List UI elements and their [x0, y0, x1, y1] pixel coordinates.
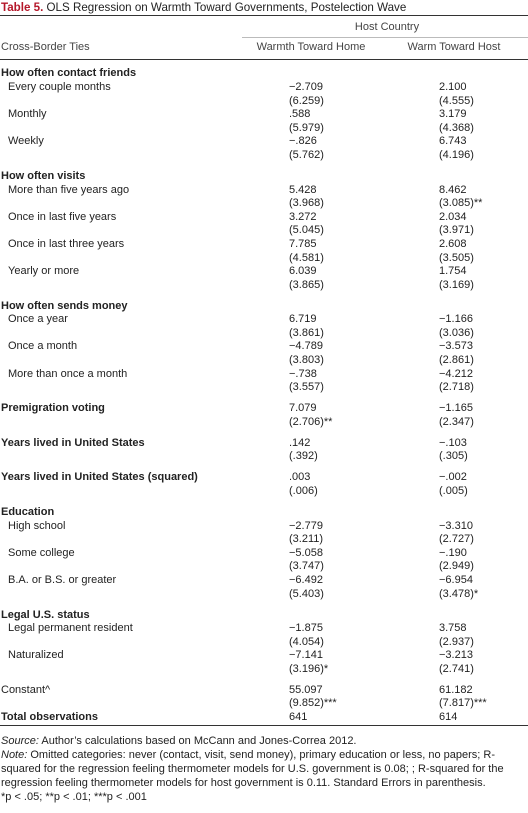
section-title: How often contact friends: [1, 67, 137, 80]
table-row: [0, 81, 528, 95]
table-row: [0, 622, 528, 636]
table-row-se: [0, 354, 528, 368]
table-row-se: [0, 663, 528, 677]
host-coefficient: −3.213: [439, 649, 473, 662]
row-label: Some college: [8, 546, 75, 559]
host-std-error: (3.478)*: [439, 587, 479, 600]
host-std-error: (.305): [439, 450, 468, 463]
home-std-error: (6.259): [289, 94, 324, 107]
section-spacer: [0, 601, 528, 608]
table-row-se: [0, 224, 528, 238]
section-spacer: [0, 163, 528, 170]
host-coefficient: −3.310: [439, 519, 473, 532]
home-coefficient: 3.272: [289, 210, 317, 223]
section-spacer: [0, 292, 528, 299]
omitted-note: Note: Omitted categories: never (contact, visit, send money), primary education or less, no papers; R-squared for the regression feeling thermometer models for U.S. government is 0.08; ; R-squared for the regression feeling thermometer models for host government is 0.11. Standard Errors in parenthesis.: [1, 748, 504, 789]
table-caption: [0, 0, 528, 15]
row-label: Every couple months: [8, 80, 111, 93]
host-coefficient: −.103: [439, 436, 467, 449]
table-row-se: [0, 327, 528, 341]
section-spacer: [0, 676, 528, 683]
home-std-error: (3.861): [289, 326, 324, 339]
table-row: [0, 108, 528, 122]
home-std-error: (3.747): [289, 560, 324, 573]
constant-home-se: (9.852)***: [289, 697, 337, 710]
table-row: [0, 184, 528, 198]
significance-note: *p < .05; **p < .01; ***p < .001: [1, 790, 147, 803]
row-label: More than once a month: [8, 367, 128, 380]
home-coefficient: −4.789: [289, 340, 323, 353]
row-label: High school: [8, 519, 66, 532]
home-std-error: (5.403): [289, 587, 324, 600]
home-std-error: (.006): [289, 484, 318, 497]
constant-host-se: (7.817)***: [439, 697, 487, 710]
home-coefficient: .003: [289, 471, 311, 484]
table-row: [0, 313, 528, 327]
host-coefficient: −.190: [439, 546, 467, 559]
section-spacer: [0, 429, 528, 436]
row-label: Once in last five years: [8, 210, 117, 223]
host-coefficient: −3.573: [439, 340, 473, 353]
table-row: [0, 402, 528, 416]
home-coefficient: −2.709: [289, 80, 323, 93]
home-std-error: (5.762): [289, 148, 324, 161]
home-std-error: (3.968): [289, 197, 324, 210]
section-spacer: [0, 499, 528, 506]
column-header-row: [0, 38, 528, 59]
table-row-se: [0, 485, 528, 499]
host-std-error: (3.169): [439, 278, 474, 291]
row-label: Yearly or more: [8, 265, 80, 278]
table-row: [0, 437, 528, 451]
table-row: [0, 238, 528, 252]
bottom-rule: [0, 725, 528, 726]
table-row-se: [0, 416, 528, 430]
table-notes: [0, 734, 528, 804]
constant-label: Constant^: [1, 683, 51, 696]
home-std-error: (3.211): [289, 533, 324, 546]
section-heading: [0, 609, 528, 623]
column-header-host: Warm Toward Host: [407, 41, 501, 53]
home-coefficient: −6.492: [289, 573, 323, 586]
home-coefficient: 7.785: [289, 237, 317, 250]
host-std-error: (2.741): [439, 662, 474, 675]
host-std-error: (2.347): [439, 415, 474, 428]
host-coefficient: 3.758: [439, 622, 467, 635]
section-spacer: [0, 395, 528, 402]
constant-row: [0, 684, 528, 698]
home-std-error: (4.054): [289, 635, 324, 648]
table-row-se: [0, 450, 528, 464]
home-std-error: (2.706)**: [289, 415, 333, 428]
host-coefficient: 1.754: [439, 265, 467, 278]
table-row: [0, 135, 528, 149]
table-row: [0, 547, 528, 561]
host-std-error: (3.036): [439, 326, 474, 339]
host-std-error: (4.555): [439, 94, 474, 107]
home-std-error: (4.581): [289, 251, 324, 264]
home-coefficient: 7.079: [289, 402, 317, 415]
table-number: Table 5.: [1, 1, 44, 14]
host-coefficient: −4.212: [439, 367, 473, 380]
table-row: [0, 265, 528, 279]
constant-se-row: [0, 697, 528, 711]
table-row-se: [0, 95, 528, 109]
row-label: Once a month: [8, 340, 78, 353]
table-row-se: [0, 252, 528, 266]
home-std-error: (5.045): [289, 224, 324, 237]
row-label: B.A. or B.S. or greater: [8, 573, 117, 586]
table-row-se: [0, 560, 528, 574]
section-heading: [0, 506, 528, 520]
total-observations-row: [0, 711, 528, 725]
column-header-ties: Cross-Border Ties: [1, 41, 90, 53]
table-row-se: [0, 279, 528, 293]
host-coefficient: 3.179: [439, 108, 467, 121]
home-std-error: (.392): [289, 450, 318, 463]
host-std-error: (2.949): [439, 560, 474, 573]
host-std-error: (2.861): [439, 354, 474, 367]
row-label: Naturalized: [8, 649, 64, 662]
host-coefficient: −1.166: [439, 313, 473, 326]
source-note: Source: Author’s calculations based on McCann and Jones-Correa 2012.: [1, 734, 357, 747]
row-label: Premigration voting: [1, 402, 105, 415]
section-heading: [0, 170, 528, 184]
table-row: [0, 368, 528, 382]
home-std-error: (3.865): [289, 278, 324, 291]
home-std-error: (3.557): [289, 381, 324, 394]
row-label: Years lived in United States (squared): [1, 471, 198, 484]
home-coefficient: −.826: [289, 135, 317, 148]
host-std-error: (4.368): [439, 121, 474, 134]
table-row: [0, 211, 528, 225]
total-label: Total observations: [1, 711, 98, 724]
host-coefficient: 2.034: [439, 210, 467, 223]
table-row-se: [0, 149, 528, 163]
home-std-error: (3.803): [289, 354, 324, 367]
host-std-error: (3.971): [439, 224, 474, 237]
spanner-header: [0, 16, 528, 38]
host-std-error: (2.718): [439, 381, 474, 394]
home-coefficient: 6.039: [289, 265, 317, 278]
host-coefficient: 2.100: [439, 80, 467, 93]
host-std-error: (.005): [439, 484, 468, 497]
constant-home: 55.097: [289, 683, 323, 696]
host-coefficient: −6.954: [439, 573, 473, 586]
table-row: [0, 340, 528, 354]
table-row-se: [0, 533, 528, 547]
section-spacer: [0, 464, 528, 471]
row-label: Years lived in United States: [1, 436, 145, 449]
section-title: Legal U.S. status: [1, 608, 90, 621]
host-std-error: (3.085)**: [439, 197, 483, 210]
total-host: 614: [439, 711, 458, 724]
table-row: [0, 471, 528, 485]
section-title: How often visits: [1, 169, 86, 182]
table-row-se: [0, 197, 528, 211]
table-row-se: [0, 636, 528, 650]
section-spacer: [0, 60, 528, 67]
table-title: OLS Regression on Warmth Toward Governments, Postelection Wave: [43, 1, 407, 14]
constant-host: 61.182: [439, 683, 473, 696]
home-coefficient: .142: [289, 436, 311, 449]
host-coefficient: −1.165: [439, 402, 473, 415]
home-coefficient: 5.428: [289, 183, 317, 196]
section-heading: [0, 67, 528, 81]
table-row: [0, 520, 528, 534]
row-label: Weekly: [8, 135, 44, 148]
host-std-error: (2.727): [439, 533, 474, 546]
table-row: [0, 649, 528, 663]
host-std-error: (4.196): [439, 148, 474, 161]
home-coefficient: −.738: [289, 367, 317, 380]
table-row: [0, 574, 528, 588]
section-title: Education: [1, 505, 55, 518]
table-row-se: [0, 588, 528, 602]
host-coefficient: 6.743: [439, 135, 467, 148]
spanner-label: Host Country: [354, 21, 420, 33]
host-std-error: (3.505): [439, 251, 474, 264]
home-coefficient: −1.875: [289, 622, 323, 635]
host-coefficient: 8.462: [439, 183, 467, 196]
home-coefficient: −5.058: [289, 546, 323, 559]
total-home: 641: [289, 711, 308, 724]
section-title: How often sends money: [1, 299, 128, 312]
host-coefficient: 2.608: [439, 237, 467, 250]
home-std-error: (5.979): [289, 121, 324, 134]
home-coefficient: −2.779: [289, 519, 323, 532]
table-body: [0, 60, 528, 725]
row-label: Monthly: [8, 108, 47, 121]
row-label: Legal permanent resident: [8, 622, 133, 635]
host-coefficient: −.002: [439, 471, 467, 484]
row-label: Once a year: [8, 313, 68, 326]
row-label: More than five years ago: [8, 183, 130, 196]
row-label: Once in last three years: [8, 237, 125, 250]
home-coefficient: .588: [289, 108, 311, 121]
host-std-error: (2.937): [439, 635, 474, 648]
home-coefficient: −7.141: [289, 649, 323, 662]
home-std-error: (3.196)*: [289, 662, 329, 675]
column-header-home: Warmth Toward Home: [256, 41, 366, 53]
home-coefficient: 6.719: [289, 313, 317, 326]
section-heading: [0, 300, 528, 314]
table-row-se: [0, 122, 528, 136]
table-row-se: [0, 381, 528, 395]
